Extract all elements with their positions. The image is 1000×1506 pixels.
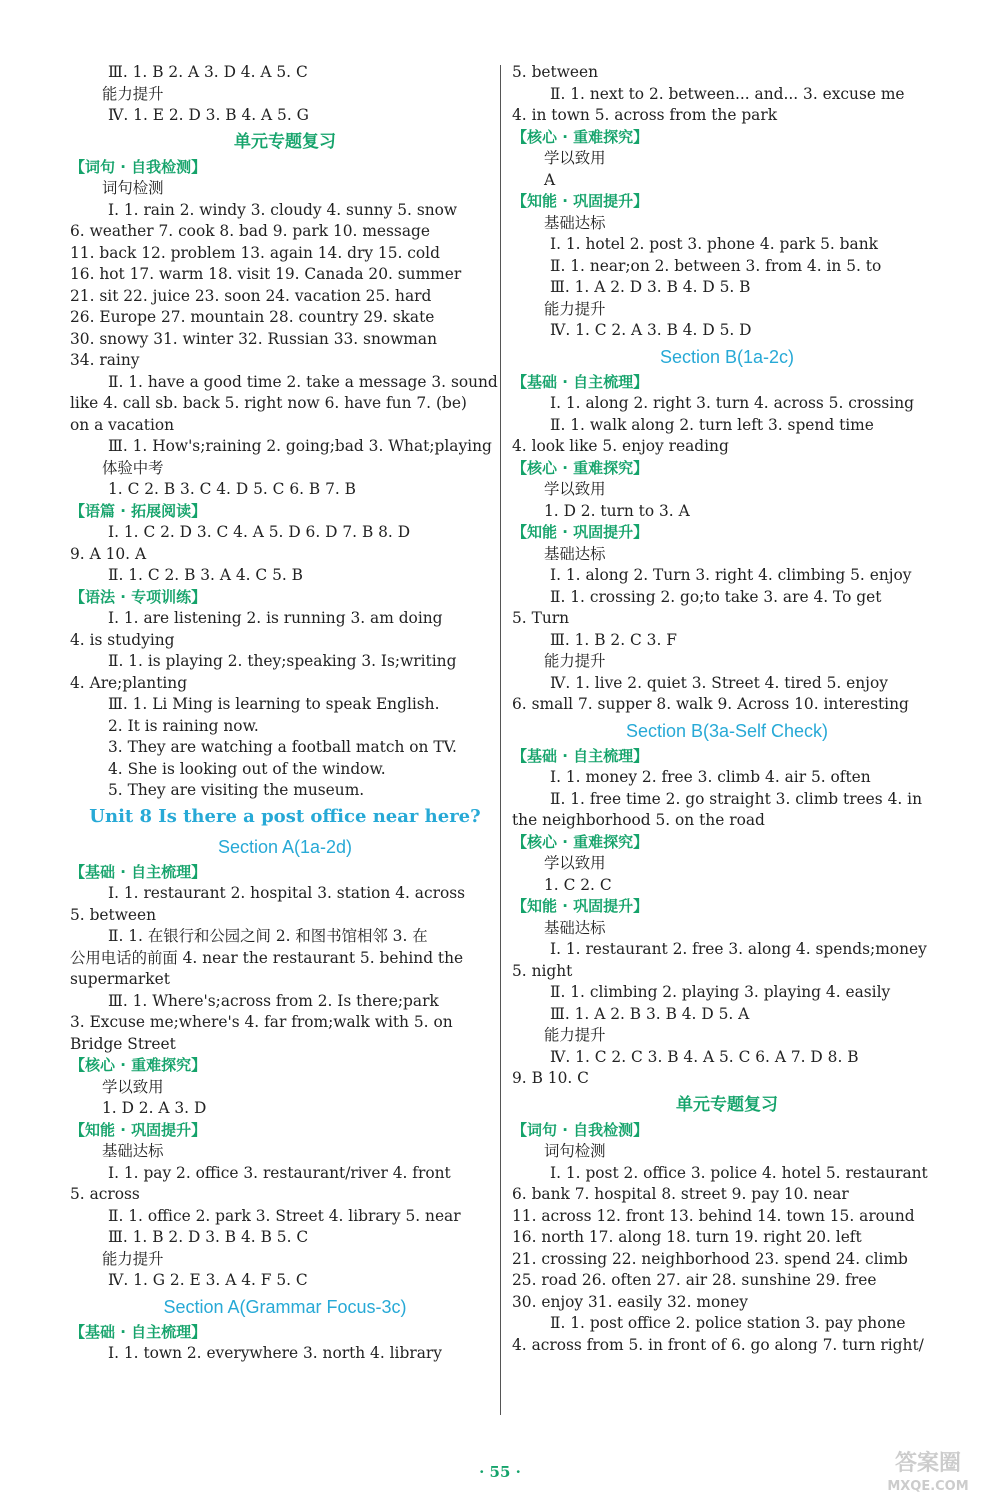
category-heading: 【知能 · 巩固提升】: [512, 523, 649, 541]
category-heading: 【语篇 · 拓展阅读】: [70, 501, 207, 520]
answer-line: Ⅰ. 1. money 2. free 3. climb 4. air 5. often: [550, 768, 871, 786]
category-heading: 【知能 · 巩固提升】: [70, 1120, 207, 1139]
category-heading: 【基础 · 自主梳理】: [70, 1322, 207, 1341]
answer-line: 基础达标: [102, 1142, 164, 1160]
answer-line: Ⅰ. 1. pay 2. office 3. restaurant/river 4. front: [108, 1163, 451, 1182]
section-title: Section A(Grammar Focus-3c): [163, 1296, 407, 1317]
category-heading: 【基础 · 自主梳理】: [70, 862, 207, 881]
answer-line: 基础达标: [544, 918, 606, 937]
answer-line: 体验中考: [102, 458, 164, 477]
answer-line: A: [544, 170, 556, 189]
answer-line: 学以致用: [544, 480, 606, 498]
answer-line: 5. Turn: [512, 609, 570, 627]
category-heading: 【知能 · 巩固提升】: [512, 897, 649, 915]
answer-line: Ⅰ. 1. rain 2. windy 3. cloudy 4. sunny 5. snow: [108, 200, 458, 219]
answer-line: Ⅳ. 1. C 2. C 3. B 4. A 5. C 6. A 7. D 8. B: [550, 1047, 859, 1066]
answer-line: 1. D 2. turn to 3. A: [544, 501, 690, 520]
answer-line: 1. C 2. B 3. C 4. D 5. C 6. B 7. B: [108, 480, 356, 498]
answer-line: 4. in town 5. across from the park: [512, 106, 778, 124]
section-title: Section B(1a-2c): [659, 346, 795, 367]
answer-line: Ⅲ. 1. How's;raining 2. going;bad 3. What;playing: [108, 437, 492, 455]
answer-line: 16. north 17. along 18. turn 19. right 20. left: [512, 1228, 862, 1246]
answer-line: Ⅲ. 1. Where's;across from 2. Is there;park: [108, 991, 439, 1010]
answer-line: 能力提升: [102, 1249, 164, 1268]
answer-line: Bridge Street: [70, 1034, 176, 1053]
answer-line: Ⅰ. 1. along 2. right 3. turn 4. across 5. crossing: [550, 394, 914, 412]
answer-line: 公用电话的前面 4. near the restaurant 5. behind the: [70, 948, 464, 967]
answer-line: Ⅱ. 1. crossing 2. go;to take 3. are 4. To get: [550, 587, 882, 606]
answer-line: Ⅳ. 1. live 2. quiet 3. Street 4. tired 5. enjoy: [550, 673, 888, 692]
answer-line: Ⅰ. 1. restaurant 2. hospital 3. station 4. across: [108, 884, 466, 902]
answer-line: Ⅲ. 1. A 2. D 3. B 4. D 5. B: [550, 278, 751, 296]
category-heading: 【基础 · 自主梳理】: [512, 746, 649, 765]
answer-line: 学以致用: [544, 854, 606, 872]
answer-line: 21. sit 22. juice 23. soon 24. vacation 25. hard: [70, 286, 432, 305]
answer-line: 4. Are;planting: [70, 673, 188, 692]
review-title: 单元专题复习: [234, 131, 336, 152]
answer-line: Ⅱ. 1. 在银行和公园之间 2. 和图书馆相邻 3. 在: [108, 927, 428, 945]
answer-line: 11. back 12. problem 13. again 14. dry 15. cold: [70, 243, 440, 262]
answer-line: Ⅳ. 1. C 2. A 3. B 4. D 5. D: [550, 321, 752, 339]
answer-line: Ⅲ. 1. B 2. C 3. F: [550, 630, 677, 649]
answer-line: 9. B 10. C: [512, 1069, 589, 1087]
answer-line: 3. Excuse me;where's 4. far from;walk with 5. on: [70, 1013, 453, 1031]
answer-line: 学以致用: [544, 149, 606, 167]
answer-line: 3. They are watching a football match on TV.: [108, 738, 457, 756]
answer-line: 4. across from 5. in front of 6. go along 7. turn right/: [512, 1335, 924, 1354]
answer-line: 30. enjoy 31. easily 32. money: [512, 1292, 748, 1311]
answer-line: Ⅰ. 1. hotel 2. post 3. phone 4. park 5. bank: [550, 235, 878, 253]
answer-line: 5. They are visiting the museum.: [108, 781, 365, 799]
answer-line: 34. rainy: [70, 351, 140, 369]
category-heading: 【核心 · 重难探究】: [512, 127, 649, 146]
column-divider: [500, 65, 501, 1415]
answer-line: 5. night: [512, 961, 573, 980]
answer-line: 30. snowy 31. winter 32. Russian 33. snowman: [70, 329, 437, 348]
category-heading: 【知能 · 巩固提升】: [512, 192, 649, 210]
answer-line: the neighborhood 5. on the road: [512, 811, 765, 829]
answer-line: 词句检测: [544, 1142, 606, 1160]
answer-line: on a vacation: [70, 415, 175, 434]
answer-line: 16. hot 17. warm 18. visit 19. Canada 20. summer: [70, 265, 462, 283]
answer-line: 1. D 2. A 3. D: [102, 1099, 207, 1117]
answer-line: Ⅲ. 1. A 2. B 3. B 4. D 5. A: [550, 1004, 750, 1023]
answer-line: 25. road 26. often 27. air 28. sunshine 29. free: [512, 1271, 877, 1289]
answer-line: 能力提升: [544, 299, 606, 318]
answer-line: 1. C 2. C: [544, 875, 612, 894]
answer-line: 5. across: [70, 1185, 140, 1203]
answer-line: 6. small 7. supper 8. walk 9. Across 10. interesting: [512, 695, 909, 713]
answer-line: 6. bank 7. hospital 8. street 9. pay 10. near: [512, 1185, 849, 1203]
unit-title: Unit 8 Is there a post office near here?: [89, 805, 481, 827]
category-heading: 【核心 · 重难探究】: [512, 458, 649, 477]
answer-line: supermarket: [70, 970, 170, 988]
answer-line: Ⅱ. 1. is playing 2. they;speaking 3. Is;writing: [108, 652, 457, 670]
answer-line: 基础达标: [544, 544, 606, 563]
category-heading: 【核心 · 重难探究】: [70, 1056, 207, 1074]
svg-text:答案圈: 答案圈: [894, 1451, 962, 1476]
answer-line: Ⅱ. 1. climbing 2. playing 3. playing 4. easily: [550, 983, 891, 1001]
answer-line: Ⅱ. 1. post office 2. police station 3. pay phone: [550, 1314, 906, 1332]
answer-line: Ⅰ. 1. post 2. office 3. police 4. hotel 5. restaurant: [550, 1163, 928, 1182]
category-heading: 【基础 · 自主梳理】: [512, 372, 649, 391]
answer-line: Ⅱ. 1. office 2. park 3. Street 4. library 5. near: [108, 1206, 461, 1225]
answer-line: 9. A 10. A: [70, 544, 147, 563]
page-number: · 55 ·: [479, 1463, 521, 1481]
answer-line: Ⅱ. 1. next to 2. between... and... 3. excuse me: [550, 84, 905, 103]
left-column: [70, 62, 500, 1365]
right-column: [512, 62, 942, 1356]
answer-line: 能力提升: [544, 1026, 606, 1044]
answer-line: 能力提升: [102, 84, 164, 103]
watermark-logo: [868, 1440, 988, 1500]
answer-line: 4. is studying: [70, 630, 175, 649]
section-title: Section B(3a-Self Check): [625, 720, 829, 741]
answer-line: Ⅱ. 1. walk along 2. turn left 3. spend time: [550, 415, 874, 434]
answer-line: 21. crossing 22. neighborhood 23. spend 24. climb: [512, 1249, 908, 1268]
answer-line: like 4. call sb. back 5. right now 6. have fun 7. (be): [70, 394, 467, 412]
answer-line: 基础达标: [544, 213, 606, 232]
answer-line: 4. look like 5. enjoy reading: [512, 437, 729, 455]
answer-line: 11. across 12. front 13. behind 14. town 15. around: [512, 1206, 915, 1225]
answer-line: 2. It is raining now.: [108, 716, 259, 735]
answer-line: 26. Europe 27. mountain 28. country 29. skate: [70, 308, 435, 326]
answer-line: Ⅳ. 1. E 2. D 3. B 4. A 5. G: [108, 106, 309, 124]
category-heading: 【核心 · 重难探究】: [512, 832, 649, 851]
answer-line: Ⅲ. 1. B 2. D 3. B 4. B 5. C: [108, 1228, 309, 1246]
answer-line: Ⅱ. 1. free time 2. go straight 3. climb trees 4. in: [550, 789, 922, 808]
answer-line: Ⅰ. 1. restaurant 2. free 3. along 4. spends;money: [550, 940, 927, 958]
answer-line: 6. weather 7. cook 8. bad 9. park 10. message: [70, 222, 430, 240]
answer-line: Ⅲ. 1. Li Ming is learning to speak English.: [108, 695, 440, 713]
answer-line: 4. She is looking out of the window.: [108, 759, 386, 778]
answer-line: 词句检测: [102, 179, 164, 197]
answer-line: 5. between: [512, 63, 599, 81]
answer-line: 能力提升: [544, 652, 606, 670]
category-heading: 【词句 · 自我检测】: [70, 157, 207, 176]
answer-line: Ⅱ. 1. have a good time 2. take a message 3. sound: [108, 372, 498, 391]
section-title: Section A(1a-2d): [217, 836, 353, 857]
category-heading: 【语法 · 专项训练】: [70, 587, 207, 606]
answer-line: Ⅰ. 1. town 2. everywhere 3. north 4. library: [108, 1344, 442, 1362]
category-heading: 【词句 · 自我检测】: [512, 1120, 649, 1139]
answer-line: 学以致用: [102, 1077, 164, 1096]
answer-line: Ⅰ. 1. along 2. Turn 3. right 4. climbing 5. enjoy: [550, 566, 912, 584]
answer-line: Ⅱ. 1. near;on 2. between 3. from 4. in 5. to: [550, 256, 882, 275]
answer-line: Ⅰ. 1. are listening 2. is running 3. am doing: [108, 609, 443, 627]
answer-line: Ⅲ. 1. B 2. A 3. D 4. A 5. C: [108, 63, 308, 81]
answer-line: Ⅳ. 1. G 2. E 3. A 4. F 5. C: [108, 1271, 308, 1289]
svg-text:MXQE.COM: MXQE.COM: [887, 1479, 969, 1494]
answer-line: Ⅰ. 1. C 2. D 3. C 4. A 5. D 6. D 7. B 8. D: [108, 523, 411, 541]
review-title: 单元专题复习: [676, 1094, 778, 1115]
answer-line: 5. between: [70, 905, 157, 924]
answer-line: Ⅱ. 1. C 2. B 3. A 4. C 5. B: [108, 566, 303, 584]
